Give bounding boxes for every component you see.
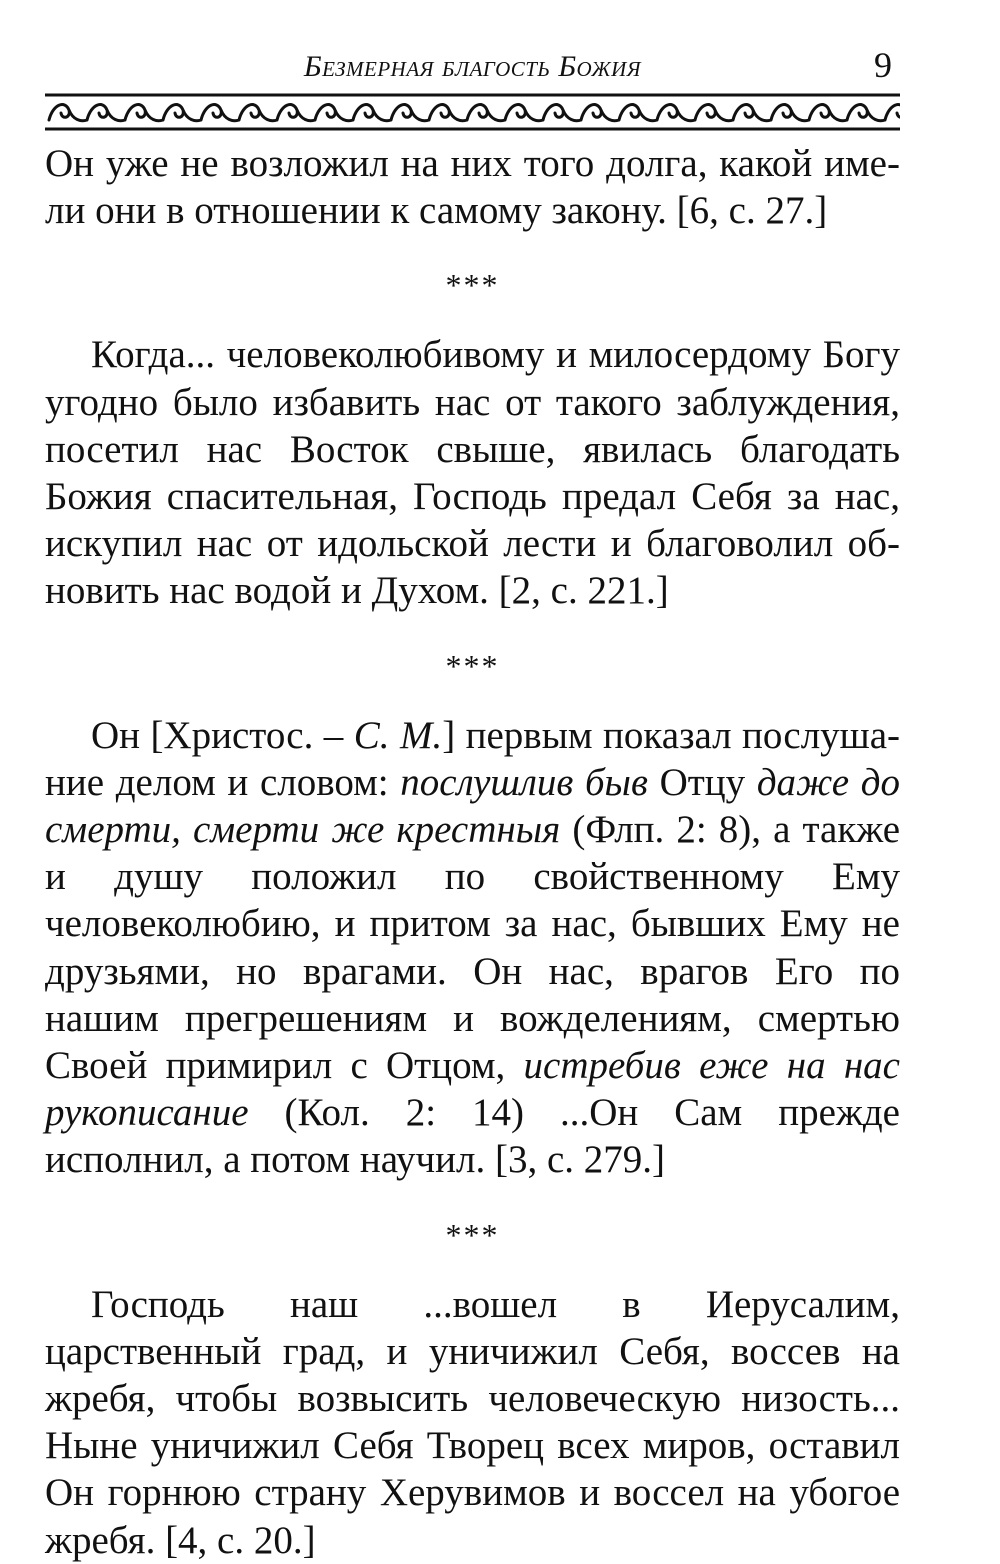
page-number: 9: [874, 45, 892, 85]
running-title: Безмерная благость Божия: [303, 50, 642, 83]
italic-quote: послушлив быв: [400, 760, 648, 804]
section-separator: ***: [445, 267, 500, 304]
book-page: [45, 0, 901, 1562]
section-separator: ***: [445, 1216, 500, 1253]
running-head: [45, 42, 900, 92]
text-run: Господь наш ...вошел в Иерусалим, царственный град, и уничижил Себя, воссев на жребя, чтобы возвысить человеческую низость... Ныне уничижил Себя Творец всех миров, оставил Он горнюю страну Херувимов и воссел на убогое жребя. [4, с. 20.]: [45, 1282, 900, 1562]
text-run: ] первым показал послушание делом и словом:: [45, 713, 901, 804]
text-run: Отцу: [647, 760, 757, 804]
text-run: Он [Христос. –: [91, 713, 354, 757]
section-separator: ***: [445, 647, 500, 684]
paragraph-1: [45, 140, 900, 234]
italic-quote: С. М.: [353, 713, 443, 757]
italic-quote: даже до смерти, смерти же крестныя: [45, 760, 900, 852]
paragraph-4: [45, 1281, 900, 1564]
ornament-divider: [45, 92, 900, 132]
page-content: [45, 140, 900, 1564]
text-run: (Флп. 2: 8), а также и душу положил по свойственному Ему человеколюбию, и притом за нас, бывших Ему не друзьями, но врагами. Он нас, врагов Его по нашим прегрешениям и вожделениям, смертью Своей примирил с Отцом,: [45, 808, 901, 1088]
text-run: Когда... человеколюбивому и милосердому Богу угодно было избавить нас от такого заблуждения, посетил нас Восток свыше, явилась благодать Божия спасительная, Господь предал Себя за нас, искупил нас от идольской лести и благоволил обновить нас водой и Духом. [2, с. 221.]: [45, 333, 900, 613]
text-run: Он уже не возложил на них того долга, какой имели они в отношении к самому закону. [6, с. 27.]: [45, 142, 900, 233]
italic-quote: истребив еже на нас рукописание: [45, 1044, 900, 1135]
paragraph-2: [45, 331, 900, 614]
text-run: (Кол. 2: 14) ...Он Сам прежде исполнил, а потом научил. [3, с. 279.]: [45, 1091, 900, 1182]
paragraph-3: [45, 712, 900, 1184]
